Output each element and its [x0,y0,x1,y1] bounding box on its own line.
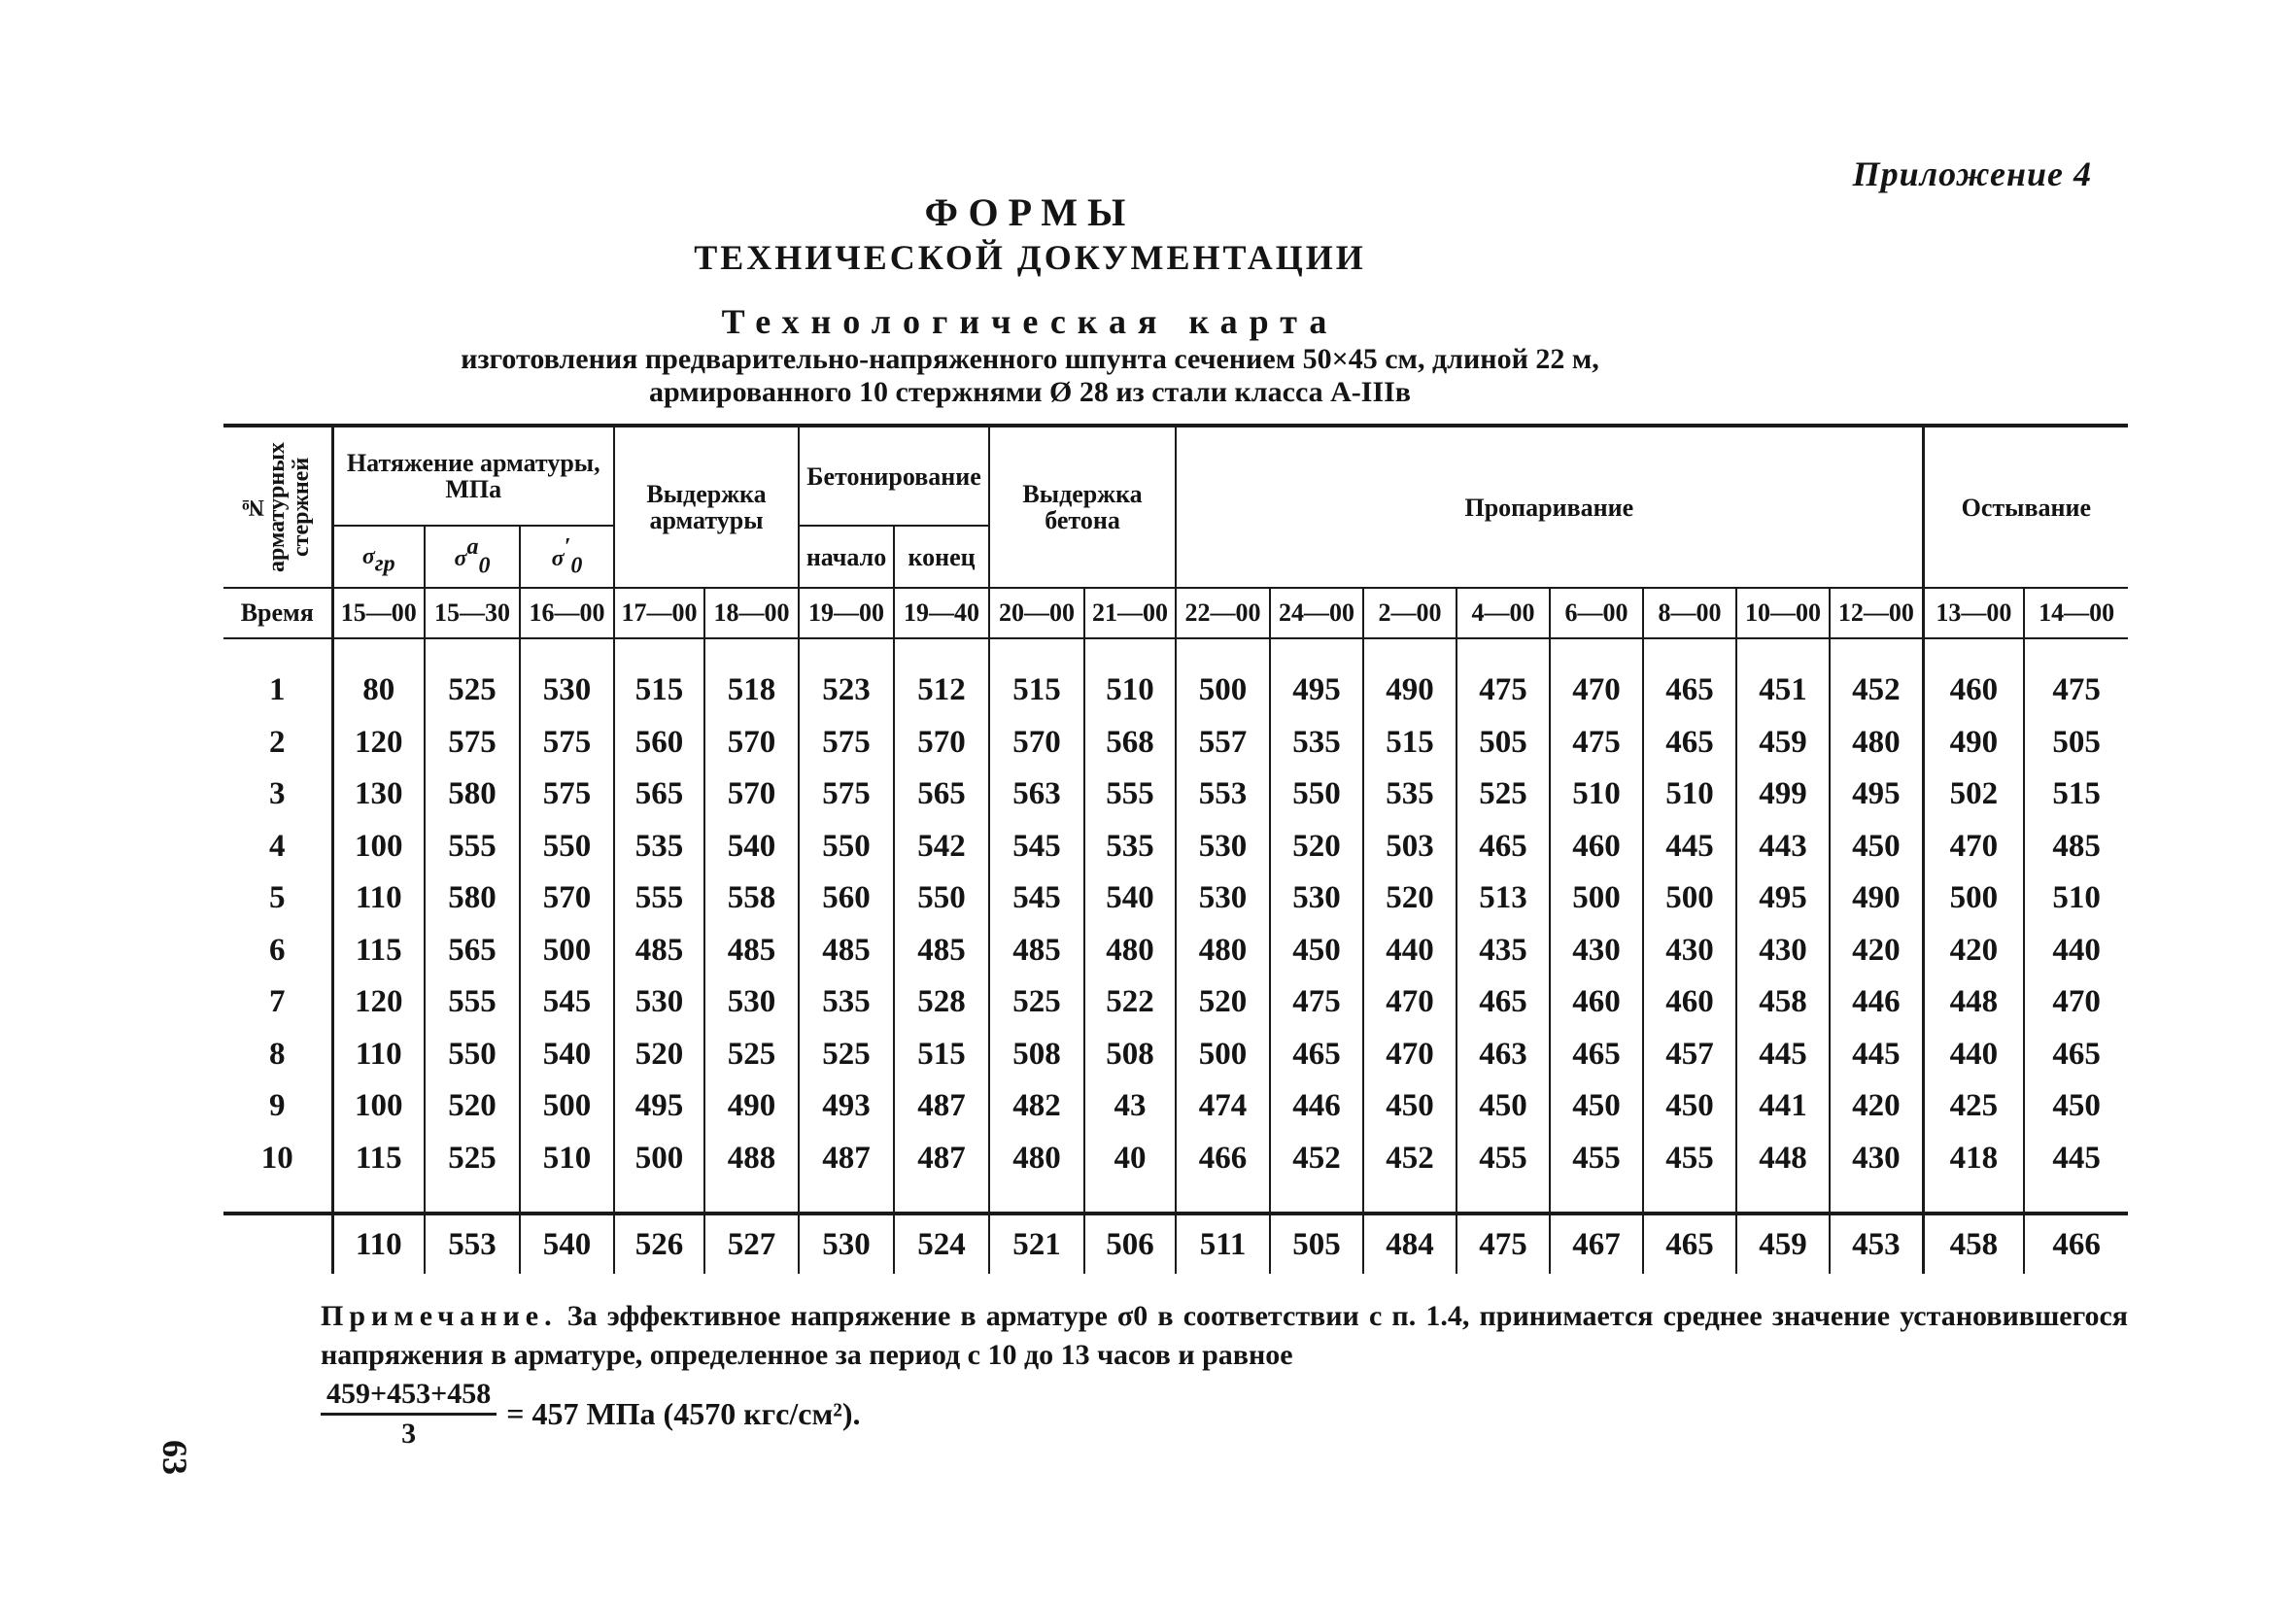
value-cell: 440 [2024,925,2128,977]
table-row [223,665,2128,717]
value-cell: 445 [1643,821,1736,873]
value-cell: 513 [1456,872,1550,925]
value-cell: 485 [799,925,894,977]
value-cell: 545 [989,872,1084,925]
value-cell: 463 [1456,1029,1550,1081]
value-cell: 535 [614,821,704,873]
header-sigma-0a: $\sigma^a_0$ [425,526,520,588]
value-cell: 43 [1084,1080,1176,1133]
value-cell: 475 [1550,717,1643,769]
average-cell: 484 [1363,1214,1456,1274]
value-cell: 480 [1176,925,1270,977]
header-tension: Натяжение арматуры, МПа [332,426,614,526]
value-cell: 455 [1550,1133,1643,1185]
value-cell: 503 [1363,821,1456,873]
value-cell: 495 [1830,769,1923,821]
average-cell: 527 [704,1214,799,1274]
average-cell: 458 [1923,1214,2024,1274]
time-cell: 22—00 [1176,588,1270,638]
value-cell: 420 [1830,925,1923,977]
bar-number-cell: 3 [269,776,286,812]
value-cell: 558 [704,872,799,925]
value-cell: 495 [614,1080,704,1133]
value-cell: 110 [332,1029,425,1081]
time-cell: 24—00 [1270,588,1363,638]
value-cell: 470 [2024,976,2128,1029]
value-cell: 540 [520,1029,614,1081]
bar-number-cell: 8 [269,1036,286,1072]
average-cell: 506 [1084,1214,1176,1274]
value-cell: 500 [1176,665,1270,717]
average-cell: 110 [332,1214,425,1274]
time-cell: 13—00 [1923,588,2024,638]
table-row [223,976,2128,1029]
value-cell: 459 [1736,717,1830,769]
time-cell: 17—00 [614,588,704,638]
value-cell: 455 [1456,1133,1550,1185]
value-cell: 460 [1923,665,2024,717]
value-cell: 100 [332,1080,425,1133]
header-concreting-start: начало [799,526,894,588]
value-cell: 505 [1456,717,1550,769]
value-cell: 487 [799,1133,894,1185]
value-cell: 530 [614,976,704,1029]
value-cell: 452 [1270,1133,1363,1185]
doc-title-map: Технологическая карта [721,302,1339,341]
value-cell: 110 [332,872,425,925]
doc-subtitle-line2: армированного 10 стержнями Ø 28 из стали класса А-IIIв [648,376,1412,408]
value-cell: 563 [989,769,1084,821]
value-cell: 515 [1363,717,1456,769]
time-cell: 8—00 [1643,588,1736,638]
value-cell: 520 [614,1029,704,1081]
value-cell: 480 [1084,925,1176,977]
value-cell: 466 [1176,1133,1270,1185]
note [321,1297,2128,1375]
average-cell: 505 [1270,1214,1363,1274]
value-cell: 460 [1550,976,1643,1029]
value-cell: 550 [1270,769,1363,821]
value-cell: 448 [1736,1133,1830,1185]
time-cell: 2—00 [1363,588,1456,638]
value-cell: 523 [799,665,894,717]
value-cell: 575 [520,769,614,821]
value-cell: 508 [989,1029,1084,1081]
bar-number-cell: 7 [269,984,286,1020]
table-row [223,1133,2128,1185]
value-cell: 508 [1084,1029,1176,1081]
value-cell: 512 [894,665,989,717]
value-cell: 528 [894,976,989,1029]
time-cell: 16—00 [520,588,614,638]
value-cell: 452 [1830,665,1923,717]
value-cell: 570 [704,769,799,821]
time-label: Время [240,598,314,627]
value-cell: 475 [2024,665,2128,717]
doc-title-documentation: ТЕХНИЧЕСКОЙ ДОКУМЕНТАЦИИ [694,238,1366,277]
value-cell: 510 [2024,872,2128,925]
value-cell: 465 [2024,1029,2128,1081]
average-cell: 467 [1550,1214,1643,1274]
value-cell: 510 [1643,769,1736,821]
value-cell: 500 [1176,1029,1270,1081]
value-cell: 500 [1923,872,2024,925]
value-cell: 450 [1643,1080,1736,1133]
value-cell: 540 [1084,872,1176,925]
value-cell: 557 [1176,717,1270,769]
formula-numerator: 459+453+458 [321,1378,497,1416]
value-cell: 580 [425,872,520,925]
value-cell: 530 [520,665,614,717]
value-cell: 440 [1363,925,1456,977]
value-cell: 425 [1923,1080,2024,1133]
value-cell: 480 [1830,717,1923,769]
value-cell: 502 [1923,769,2024,821]
value-cell: 451 [1736,665,1830,717]
value-cell: 465 [1456,976,1550,1029]
value-cell: 490 [704,1080,799,1133]
appendix-label: Приложение 4 [1852,154,2092,193]
value-cell: 570 [894,717,989,769]
average-cell: 526 [614,1214,704,1274]
value-cell: 550 [894,872,989,925]
value-cell: 535 [799,976,894,1029]
time-cell: 15—30 [425,588,520,638]
value-cell: 535 [1363,769,1456,821]
value-cell: 570 [989,717,1084,769]
value-cell: 488 [704,1133,799,1185]
time-cell: 15—00 [332,588,425,638]
value-cell: 530 [704,976,799,1029]
bar-number-cell: 9 [269,1088,286,1124]
value-cell: 555 [425,976,520,1029]
average-cell: 524 [894,1214,989,1274]
bar-number-cell: 6 [269,932,286,968]
average-cell: 466 [2024,1214,2128,1274]
value-cell: 446 [1830,976,1923,1029]
time-cell: 14—00 [2024,588,2128,638]
value-cell: 525 [704,1029,799,1081]
value-cell: 555 [425,821,520,873]
value-cell: 487 [894,1133,989,1185]
time-cell: 19—40 [894,588,989,638]
value-cell: 430 [1736,925,1830,977]
value-cell: 520 [425,1080,520,1133]
value-cell: 418 [1923,1133,2024,1185]
value-cell: 560 [799,872,894,925]
header-concreting-end: конец [894,526,989,588]
table-row [223,821,2128,873]
value-cell: 115 [332,925,425,977]
bar-number-cell: 5 [269,880,286,916]
value-cell: 80 [332,665,425,717]
value-cell: 565 [894,769,989,821]
table-row [223,717,2128,769]
value-cell: 420 [1830,1080,1923,1133]
value-cell: 115 [332,1133,425,1185]
value-cell: 520 [1176,976,1270,1029]
value-cell: 445 [1830,1029,1923,1081]
value-cell: 465 [1456,821,1550,873]
value-cell: 465 [1643,665,1736,717]
value-cell: 530 [1270,872,1363,925]
formula-result: = 457 МПа (4570 кгс/см²). [506,1396,861,1431]
header-cooling: Остывание [1923,426,2128,588]
time-cell: 6—00 [1550,588,1643,638]
value-cell: 515 [989,665,1084,717]
value-cell: 450 [1363,1080,1456,1133]
bar-number-cell: 2 [269,724,286,760]
value-cell: 525 [799,1029,894,1081]
note-text: За эффективное напряжение в арматуре σ0 в соответствии с п. 1.4, принимается среднее значение установившегося напряжения в арматуре, определенное за период с 10 до 13 часов и равное [321,1300,2129,1371]
page-number: 63 [155,1440,194,1475]
header-sigma-0-prime: $\sigma'_0$ [520,526,614,588]
average-cell: 459 [1736,1214,1830,1274]
value-cell: 522 [1084,976,1176,1029]
formula [321,1378,861,1451]
value-cell: 440 [1923,1029,2024,1081]
value-cell: 443 [1736,821,1830,873]
value-cell: 575 [799,717,894,769]
value-cell: 570 [520,872,614,925]
value-cell: 525 [425,1133,520,1185]
value-cell: 530 [1176,872,1270,925]
value-cell: 500 [1643,872,1736,925]
value-cell: 455 [1643,1133,1736,1185]
bar-number-cell: 4 [269,828,286,864]
value-cell: 448 [1923,976,2024,1029]
header-steaming: Пропаривание [1176,426,1923,588]
value-cell: 40 [1084,1133,1176,1185]
value-cell: 490 [1830,872,1923,925]
value-cell: 130 [332,769,425,821]
average-cell: 530 [799,1214,894,1274]
value-cell: 100 [332,821,425,873]
value-cell: 575 [520,717,614,769]
value-cell: 120 [332,717,425,769]
header-hold-concrete: Выдержка бетона [989,426,1176,588]
time-cell: 19—00 [799,588,894,638]
bar-number-cell: 1 [269,672,286,708]
average-cell: 511 [1176,1214,1270,1274]
value-cell: 430 [1643,925,1736,977]
value-cell: 465 [1550,1029,1643,1081]
value-cell: 535 [1270,717,1363,769]
value-cell: 482 [989,1080,1084,1133]
value-cell: 490 [1923,717,2024,769]
value-cell: 430 [1550,925,1643,977]
value-cell: 470 [1363,1029,1456,1081]
value-cell: 450 [1456,1080,1550,1133]
value-cell: 480 [989,1133,1084,1185]
value-cell: 490 [1363,665,1456,717]
value-cell: 545 [989,821,1084,873]
header-bar-number: № арматурных стержней [223,426,332,588]
time-cell: 21—00 [1084,588,1176,638]
value-cell: 515 [614,665,704,717]
value-cell: 475 [1270,976,1363,1029]
value-cell: 550 [425,1029,520,1081]
value-cell: 500 [520,1080,614,1133]
value-cell: 565 [425,925,520,977]
header-sigma-gr: $\sigma_{гр}$ [332,526,425,588]
time-cell: 4—00 [1456,588,1550,638]
value-cell: 550 [799,821,894,873]
time-cell: 20—00 [989,588,1084,638]
value-cell: 474 [1176,1080,1270,1133]
value-cell: 445 [1736,1029,1830,1081]
average-cell: 521 [989,1214,1084,1274]
table-row [223,769,2128,821]
bar-number-cell: 10 [260,1140,293,1176]
table-row [223,1080,2128,1133]
value-cell: 580 [425,769,520,821]
value-cell: 450 [1270,925,1363,977]
value-cell: 510 [520,1133,614,1185]
value-cell: 540 [704,821,799,873]
value-cell: 570 [704,717,799,769]
value-cell: 525 [989,976,1084,1029]
value-cell: 495 [1270,665,1363,717]
doc-subtitle-line1: изготовления предварительно-напряженного шпунта сечением 50×45 см, длиной 22 м, [461,343,1599,375]
value-cell: 520 [1270,821,1363,873]
value-cell: 495 [1736,872,1830,925]
value-cell: 485 [614,925,704,977]
value-cell: 575 [425,717,520,769]
value-cell: 535 [1084,821,1176,873]
value-cell: 450 [1550,1080,1643,1133]
value-cell: 470 [1550,665,1643,717]
average-cell: 540 [520,1214,614,1274]
table-row [223,925,2128,977]
value-cell: 525 [425,665,520,717]
value-cell: 565 [614,769,704,821]
time-cell: 18—00 [704,588,799,638]
average-cell: 453 [1830,1214,1923,1274]
value-cell: 575 [799,769,894,821]
value-cell: 458 [1736,976,1830,1029]
value-cell: 430 [1830,1133,1923,1185]
value-cell: 510 [1550,769,1643,821]
time-cell: 12—00 [1830,588,1923,638]
value-cell: 470 [1363,976,1456,1029]
value-cell: 568 [1084,717,1176,769]
value-cell: 435 [1456,925,1550,977]
formula-denominator: 3 [401,1418,417,1450]
value-cell: 460 [1550,821,1643,873]
value-cell: 485 [2024,821,2128,873]
value-cell: 485 [894,925,989,977]
value-cell: 530 [1176,821,1270,873]
value-cell: 510 [1084,665,1176,717]
value-cell: 457 [1643,1029,1736,1081]
value-cell: 445 [2024,1133,2128,1185]
table-row [223,1029,2128,1081]
value-cell: 493 [799,1080,894,1133]
value-cell: 475 [1456,665,1550,717]
value-cell: 520 [1363,872,1456,925]
value-cell: 446 [1270,1080,1363,1133]
value-cell: 518 [704,665,799,717]
doc-title-forms: ФОРМЫ [924,190,1136,234]
value-cell: 485 [704,925,799,977]
value-cell: 560 [614,717,704,769]
note-lead: Примечание. [321,1300,558,1332]
value-cell: 452 [1363,1133,1456,1185]
header-hold-rebar: Выдержка арматуры [614,426,799,588]
value-cell: 441 [1736,1080,1830,1133]
value-cell: 553 [1176,769,1270,821]
value-cell: 515 [2024,769,2128,821]
average-cell: 553 [425,1214,520,1274]
value-cell: 499 [1736,769,1830,821]
value-cell: 485 [989,925,1084,977]
value-cell: 470 [1923,821,2024,873]
average-row [223,1214,2128,1274]
value-cell: 545 [520,976,614,1029]
time-cell: 10—00 [1736,588,1830,638]
average-cell: 465 [1643,1214,1736,1274]
value-cell: 500 [1550,872,1643,925]
value-cell: 120 [332,976,425,1029]
value-cell: 487 [894,1080,989,1133]
value-cell: 505 [2024,717,2128,769]
value-cell: 460 [1643,976,1736,1029]
header-concreting: Бетонирование [799,426,989,526]
value-cell: 525 [1456,769,1550,821]
formula-fraction [321,1378,497,1451]
table-row [223,872,2128,925]
value-cell: 555 [614,872,704,925]
value-cell: 500 [520,925,614,977]
value-cell: 542 [894,821,989,873]
value-cell: 515 [894,1029,989,1081]
value-cell: 555 [1084,769,1176,821]
value-cell: 450 [1830,821,1923,873]
value-cell: 450 [2024,1080,2128,1133]
tech-map-table [223,424,2128,1274]
title-block [369,189,1691,409]
average-cell: 475 [1456,1214,1550,1274]
value-cell: 500 [614,1133,704,1185]
value-cell: 420 [1923,925,2024,977]
value-cell: 465 [1643,717,1736,769]
value-cell: 465 [1270,1029,1363,1081]
value-cell: 550 [520,821,614,873]
